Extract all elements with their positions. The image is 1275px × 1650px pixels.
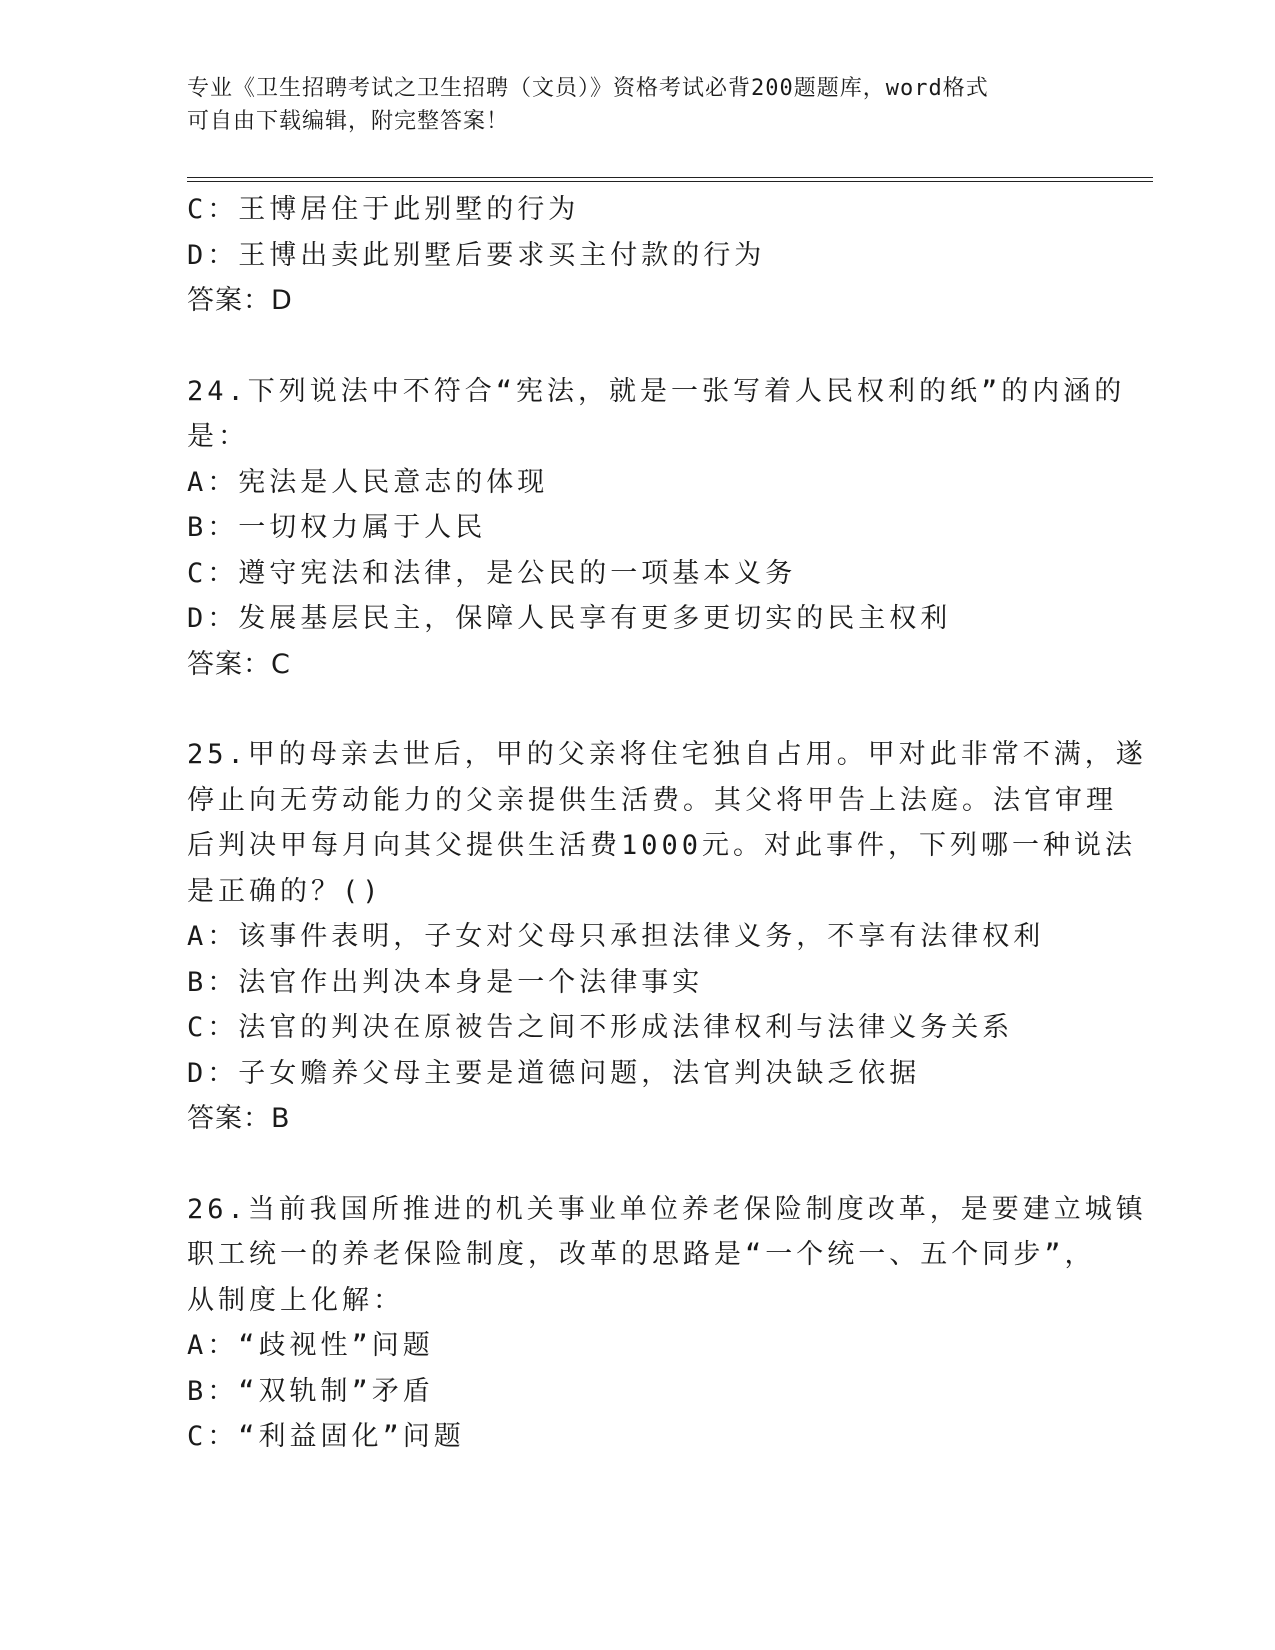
option-d: D：子女赡养父母主要是道德问题，法官判决缺乏依据 <box>187 1057 921 1089</box>
option-c: C：“利益固化”问题 <box>187 1421 465 1452</box>
question-spacer <box>187 1142 1087 1187</box>
question-text-line: 职工统一的养老保险制度，改革的思路是“一个统一、五个同步”， <box>187 1239 1096 1270</box>
previous-question-tail <box>187 187 1087 324</box>
header-divider <box>187 177 1153 182</box>
answer-line: 答案：D <box>187 285 293 316</box>
option-c: C：王博居住于此别墅的行为 <box>187 194 580 225</box>
question-text-line: 24.下列说法中不符合“宪法，就是一张写着人民权利的纸”的内涵的 <box>187 375 1126 407</box>
header-line-1: 专业《卫生招聘考试之卫生招聘（文员）》资格考试必背200题题库，word格式 <box>187 76 989 101</box>
question-text-line: 从制度上化解： <box>187 1284 404 1316</box>
question-spacer <box>187 687 1087 732</box>
answer-line: 答案：B <box>187 1103 291 1134</box>
question-24 <box>187 369 1126 688</box>
question-text-line: 26.当前我国所推进的机关事业单位养老保险制度改革，是要建立城镇 <box>187 1193 1147 1225</box>
question-text-line: 是正确的？() <box>187 875 383 907</box>
question-text-line: 是： <box>187 421 249 452</box>
document-header <box>187 72 1087 138</box>
option-b: B：一切权力属于人民 <box>187 512 487 543</box>
question-text-line: 停止向无劳动能力的父亲提供生活费。其父将甲告上法庭。法官审理 <box>187 784 1117 816</box>
question-text-line: 后判决甲每月向其父提供生活费1000元。对此事件，下列哪一种说法 <box>187 830 1137 861</box>
option-c: C：法官的判决在原被告之间不形成法律权利与法律义务关系 <box>187 1012 1014 1043</box>
option-b: B：“双轨制”矛盾 <box>187 1375 434 1407</box>
header-line-2: 可自由下载编辑，附完整答案！ <box>187 109 510 134</box>
option-c: C：遵守宪法和法律，是公民的一项基本义务 <box>187 557 797 589</box>
option-a: A：宪法是人民意志的体现 <box>187 466 549 498</box>
question-25 <box>187 732 1147 1142</box>
option-b: B：法官作出判决本身是一个法律事实 <box>187 966 704 998</box>
option-d: D：发展基层民主，保障人民享有更多更切实的民主权利 <box>187 603 952 634</box>
question-26 <box>187 1187 1147 1460</box>
question-spacer <box>187 324 1087 369</box>
option-d: D：王博出卖此别墅后要求买主付款的行为 <box>187 239 766 271</box>
question-content <box>187 187 1147 1460</box>
option-a: A：该事件表明，子女对父母只承担法律义务，不享有法律权利 <box>187 921 1045 952</box>
question-text-line: 25.甲的母亲去世后，甲的父亲将住宅独自占用。甲对此非常不满，遂 <box>187 739 1147 770</box>
option-a: A：“歧视性”问题 <box>187 1330 434 1361</box>
answer-line: 答案：C <box>187 648 291 680</box>
